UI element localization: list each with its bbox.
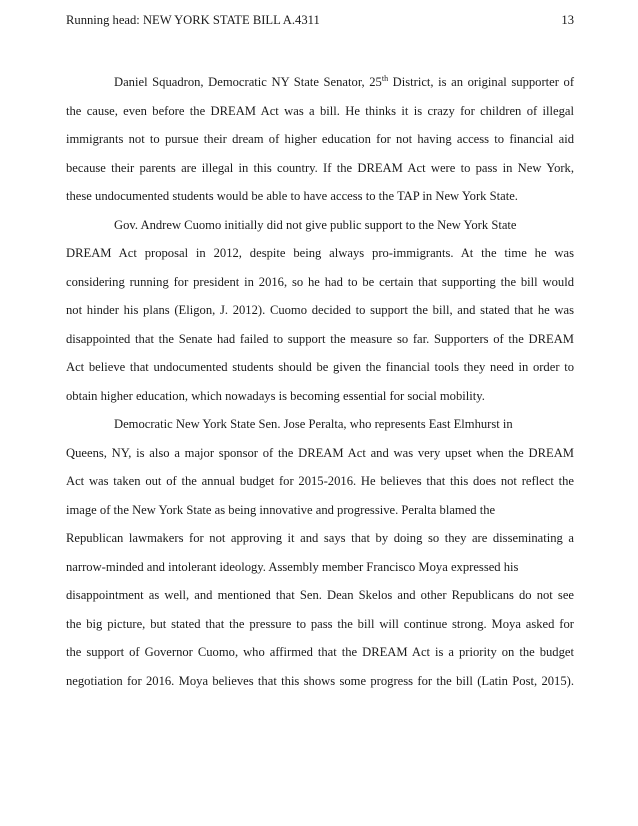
paragraph-cuomo xyxy=(66,211,574,411)
text-line: disappointed that the Senate had failed to support the measure so far. Supporters of the DREAM xyxy=(66,331,574,346)
text-line: the support of Governor Cuomo, who affirmed that the DREAM Act is a priority on the budget xyxy=(66,645,574,659)
text-line: Democratic New York State Sen. Jose Peralta, who represents East Elmhurst in xyxy=(114,417,513,431)
text-line: the cause, even before the DREAM Act was a bill. He thinks it is crazy for children of illegal xyxy=(66,103,574,118)
text-line: Act was taken out of the annual budget for 2015-2016. He believes that this does not reflect the xyxy=(66,474,574,488)
superscript-ordinal: th xyxy=(381,73,389,83)
text-line: Republican lawmakers for not approving it and says that by doing so they are disseminating a xyxy=(66,531,574,545)
text-line: these undocumented students would be able to have access to the TAP in New York State. xyxy=(66,189,518,203)
text-line: Daniel Squadron, Democratic NY State Senator, 25th District, is an original supporter of xyxy=(114,73,575,89)
text-line: obtain higher education, which nowadays is becoming essential for social mobility. xyxy=(66,388,485,403)
page-number: 13 xyxy=(561,13,574,27)
paragraph-squadron xyxy=(66,68,574,211)
text-line: Gov. Andrew Cuomo initially did not give public support to the New York State xyxy=(114,217,517,232)
body-text xyxy=(66,68,574,695)
text-line: narrow-minded and intolerant ideology. Assembly member Francisco Moya expressed his xyxy=(66,559,519,574)
text-line: considering running for president in 2016, so he had to be certain that supporting the bill would xyxy=(66,274,574,289)
text-line: Act believe that undocumented students should be given the financial tools they need in order to xyxy=(66,360,574,374)
text-line: the big picture, but stated that the pressure to pass the bill will continue strong. Moya asked for xyxy=(66,616,574,631)
text-line: DREAM Act proposal in 2012, despite being always pro-immigrants. At the time he was xyxy=(66,246,574,260)
text-line: immigrants not to pursue their dream of higher education for not having access to financial aid xyxy=(66,132,574,146)
text-line: not hinder his plans (Eligon, J. 2012). Cuomo decided to support the bill, and stated that he was xyxy=(66,303,574,317)
paragraph-peralta xyxy=(66,410,574,695)
text-line: image of the New York State as being innovative and progressive. Peralta blamed the xyxy=(66,502,496,517)
text-line: disappointment as well, and mentioned that Sen. Dean Skelos and other Republicans do not see xyxy=(66,588,574,602)
text-line: Queens, NY, is also a major sponsor of the DREAM Act and was very upset when the DREAM xyxy=(66,445,574,460)
running-head: Running head: NEW YORK STATE BILL A.4311 xyxy=(66,13,320,27)
page-header xyxy=(66,10,574,30)
text-line: negotiation for 2016. Moya believes that this shows some progress for the bill (Latin Post, 2015). xyxy=(66,673,574,688)
text-line: because their parents are illegal in this country. If the DREAM Act were to pass in New York, xyxy=(66,160,574,175)
